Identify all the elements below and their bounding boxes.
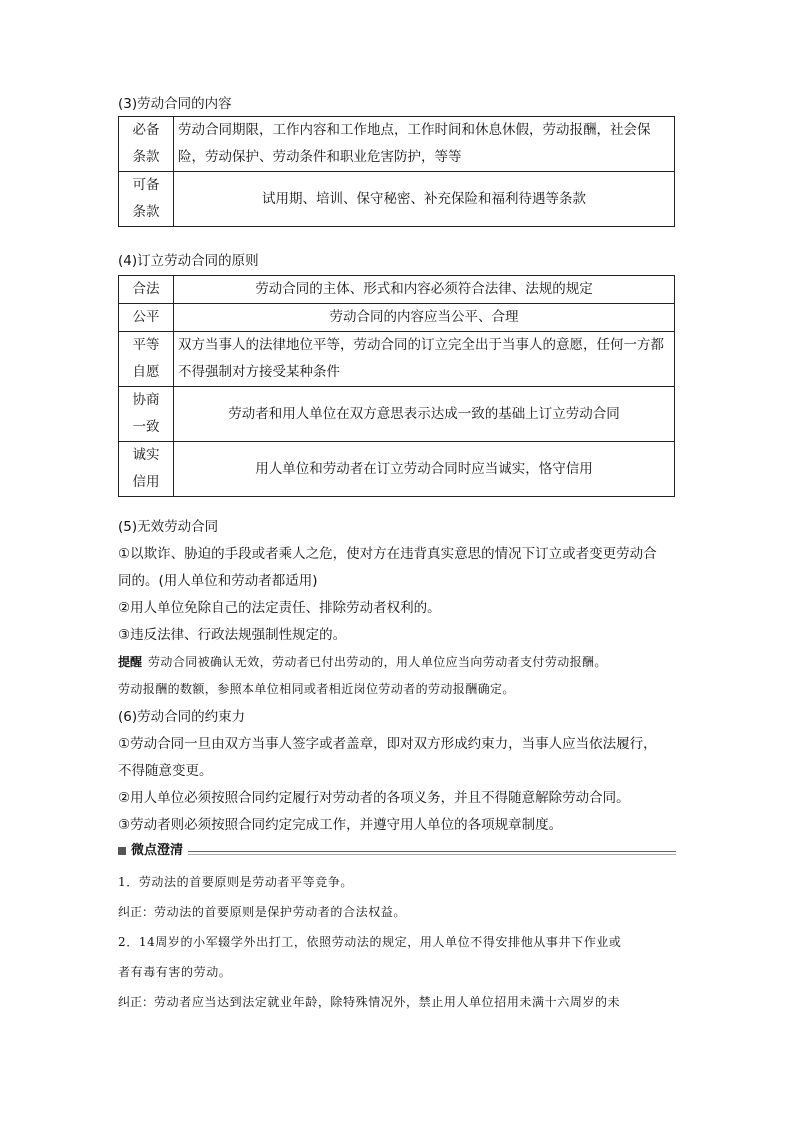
list-item: ③劳动者则必须按照合同约定完成工作，并遵守用人单位的各项规章制度。: [118, 817, 563, 833]
divider: [188, 854, 676, 855]
row-label: 必备 条款: [119, 117, 174, 172]
contract-content-table: [118, 116, 675, 227]
table-row: [119, 442, 675, 497]
row-label: 可备 条款: [119, 172, 174, 227]
row-label: 合法: [119, 276, 174, 304]
row-label: 公平: [119, 304, 174, 332]
list-item: ②用人单位免除自己的法定责任、排除劳动者权利的。: [118, 600, 441, 616]
row-label: 平等 自愿: [119, 332, 174, 387]
clarify-question-continued: 者有毒有害的劳动。: [118, 965, 232, 979]
list-item: 同的。(用人单位和劳动者都适用): [118, 573, 318, 589]
row-label: 协商 一致: [119, 387, 174, 442]
table-row: [119, 332, 675, 387]
table-row: [119, 304, 675, 332]
table-row: [119, 387, 675, 442]
clarify-correction: 纠正：劳动者应当达到法定就业年龄，除特殊情况外，禁止用人单位招用未满十六周岁的未: [118, 995, 621, 1009]
document-page: [118, 94, 676, 1017]
row-content: 劳动合同期限，工作内容和工作地点，工作时间和休息休假，劳动报酬，社会保险，劳动保护、劳动条件和职业危害防护，等等: [174, 117, 675, 172]
row-content: 试用期、培训、保守秘密、补充保险和福利待遇等条款: [174, 172, 675, 227]
row-label: 诚实 信用: [119, 442, 174, 497]
clarify-correction: 纠正：劳动法的首要原则是保护劳动者的合法权益。: [118, 905, 407, 919]
divider: [188, 851, 676, 852]
reminder-note: 提醒 劳动合同被确认无效，劳动者已付出劳动的，用人单位应当向劳动者支付劳动报酬。: [118, 655, 607, 669]
clarify-question: 2．14周岁的小军辍学外出打工，依照劳动法的规定，用人单位不得安排他从事井下作业或: [118, 935, 622, 949]
table-row: [119, 117, 675, 172]
table-row: [119, 172, 675, 227]
square-bullet-icon: [118, 847, 126, 855]
list-item: ②用人单位必须按照合同约定履行对劳动者的各项义务，并且不得随意解除劳动合同。: [118, 790, 630, 806]
section-heading-contract-content: (3)劳动合同的内容: [118, 96, 232, 112]
row-content: 劳动合同的内容应当公平、合理: [174, 304, 675, 332]
list-item: ③违反法律、行政法规强制性规定的。: [118, 627, 347, 643]
row-content: 双方当事人的法律地位平等，劳动合同的订立完全出于当事人的意愿，任何一方都不得强制对方接受某种条件: [174, 332, 675, 387]
reminder-note-continued: 劳动报酬的数额，参照本单位相同或者相近岗位劳动者的劳动报酬确定。: [118, 682, 515, 696]
clarify-title: 微点澄清: [131, 843, 184, 858]
list-item: ①劳动合同一旦由双方当事人签字或者盖章，即对双方形成约束力，当事人应当依法履行，: [118, 736, 657, 752]
clarify-section-header: [118, 841, 676, 861]
row-content: 劳动者和用人单位在双方意思表示达成一致的基础上订立劳动合同: [174, 387, 675, 442]
section-heading-principles: (4)订立劳动合同的原则: [118, 253, 259, 269]
table-row: [119, 276, 675, 304]
row-content: 用人单位和劳动者在订立劳动合同时应当诚实，恪守信用: [174, 442, 675, 497]
list-item: ①以欺诈、胁迫的手段或者乘人之危，使对方在违背真实意思的情况下订立或者变更劳动合: [118, 546, 657, 562]
section-heading-binding-force: (6)劳动合同的约束力: [118, 709, 246, 725]
principles-table: [118, 275, 675, 497]
section-heading-invalid-contract: (5)无效劳动合同: [118, 519, 219, 535]
list-item: 不得随意变更。: [118, 763, 213, 779]
row-content: 劳动合同的主体、形式和内容必须符合法律、法规的规定: [174, 276, 675, 304]
reminder-tag: 提醒: [118, 655, 143, 669]
clarify-question: 1．劳动法的首要原则是劳动者平等竞争。: [118, 875, 354, 889]
